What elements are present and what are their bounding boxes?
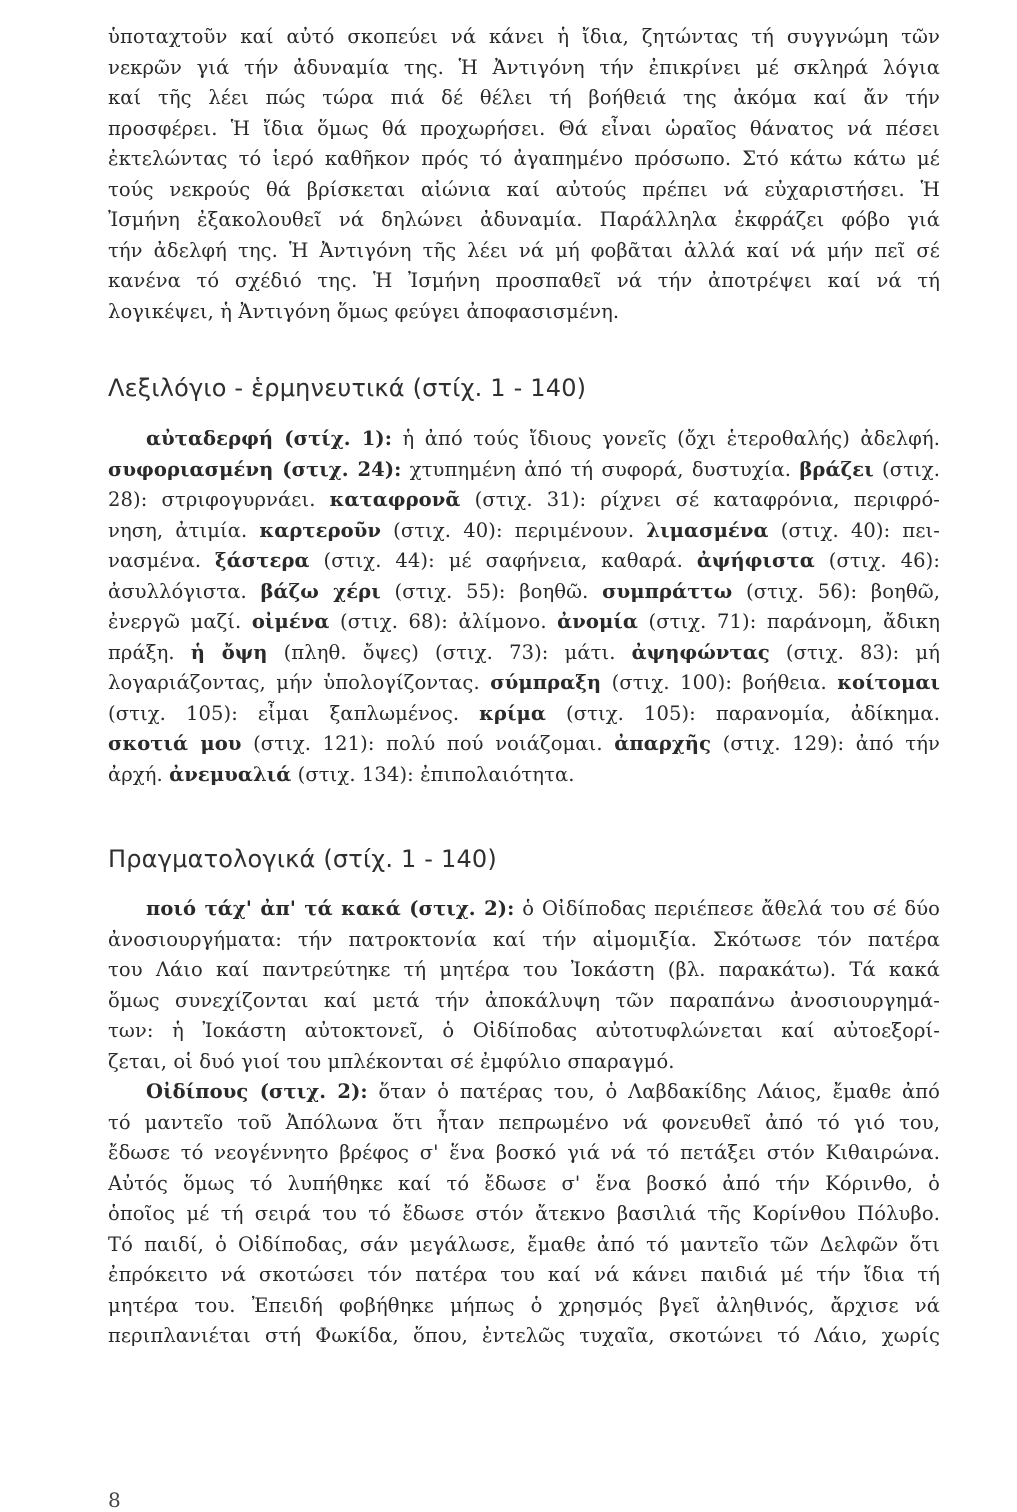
- section-heading-pragma: Πραγματολογικά (στίχ. 1 - 140): [108, 845, 497, 873]
- text-run: (στιχ. 55): βοηθῶ.: [380, 579, 603, 603]
- text-line: τήν ἀδελφή της. Ἡ Ἀντιγόνη τῆς λέει νά μή φοβᾶται ἀλλά καί νά μήν πεῖ σέ: [108, 238, 940, 262]
- glossary-term: συμπράττω: [602, 579, 733, 603]
- text-line: ὑποταχτοῦν καί αὐτό σκοπεύει νά κάνει ἡ ἴδια, ζητώντας τή συγγνώμη τῶν: [108, 25, 940, 48]
- text-line: [108, 1321, 940, 1352]
- text-run: 28): στριφογυρνάει.: [108, 488, 330, 511]
- text-line: τούς νεκρούς θά βρίσκεται αἰώνια καί αὐτούς πρέπει νά εὐχαριστήσει. Ἡ: [108, 177, 940, 201]
- text-run: λογαριάζοντας, μήν ὑπολογίζοντας.: [108, 671, 491, 694]
- glossary-term: συφοριασμένη (στιχ. 24):: [108, 457, 402, 481]
- text-line: [108, 699, 940, 730]
- text-line: [108, 424, 940, 455]
- text-line: [108, 760, 940, 791]
- text-line: [108, 577, 940, 608]
- glossary-term: σύμπραξη: [490, 671, 602, 694]
- pragma-notes: [108, 894, 940, 1352]
- text-run: ἐπρόκειτο νά σκοτώσει τόν πατέρα του καί νά κάνει παιδιά μέ τήν ἴδια τή: [108, 1263, 940, 1286]
- glossary-term: οἰμένα: [251, 610, 330, 633]
- text-run: των: ἡ Ἰοκάστη αὐτοκτονεῖ, ὁ Οἰδίποδας αὐτοτυφλώνεται καί αὐτοεξορί-: [108, 1019, 940, 1042]
- glossary-term: σκοτιά μου: [108, 732, 242, 755]
- glossary-term: ἀψηφώντας: [631, 640, 770, 664]
- text-line: [108, 1047, 940, 1078]
- glossary-term: βάζω χέρι: [260, 579, 381, 603]
- text-run: (στιχ. 40): πει-: [768, 518, 940, 542]
- text-line: Ἰσμήνη ἐξακολουθεῖ νά δηλώνει ἀδυναμία. Παράλληλα ἐκφράζει φόβο γιά: [108, 208, 940, 231]
- text-run: (στιχ. 83): μή: [769, 640, 940, 664]
- text-run: Τό παιδί, ὁ Οἰδίποδας, σάν μεγάλωσε, ἔμαθε ἀπό τό μαντεῖο τῶν Δελφῶν ὅτι: [108, 1232, 940, 1256]
- glossary-term: κοίτομαι: [837, 671, 940, 694]
- text-line: [108, 1077, 940, 1108]
- lexiko-glossary: [108, 424, 940, 790]
- text-run: ὅταν ὁ πατέρας του, ὁ Λαβδακίδης Λάιος, ἔμαθε ἀπό: [367, 1080, 940, 1103]
- text-run: ἐνεργῶ μαζί.: [108, 610, 252, 633]
- text-run: νηση, ἀτιμία.: [108, 518, 260, 542]
- text-line: [108, 925, 940, 956]
- text-run: του Λάιο καί παντρεύτηκε τή μητέρα του Ἰοκάστη (βλ. παρακάτω). Τά κακά: [108, 958, 940, 981]
- text-run: ἔδωσε τό νεογέννητο βρέφος σ' ἕνα βοσκό γιά νά τό πετάξει στόν Κιθαιρώνα.: [108, 1141, 940, 1164]
- text-line: [108, 607, 940, 638]
- text-run: (στιχ. 71): παράνομη, ἄδικη: [638, 610, 940, 633]
- text-run: ἀνοσιουργήματα: τήν πατροκτονία καί τήν αἱμομιξία. Σκότωσε τόν πατέρα: [108, 927, 940, 951]
- text-line: [108, 485, 940, 516]
- glossary-term: αὐταδερφή (στίχ. 1):: [146, 427, 393, 450]
- text-line: ἐκτελώντας τό ἱερό καθῆκον πρός τό ἀγαπημένο πρόσωπο. Στό κάτω κάτω μέ: [108, 147, 940, 170]
- text-line: νεκρῶν γιά τήν ἀδυναμία της. Ἡ Ἀντιγόνη τήν ἐπικρίνει μέ σκληρά λόγια: [108, 55, 940, 79]
- glossary-term: ποιό τάχ' ἀπ' τά κακά (στιχ. 2):: [146, 897, 515, 920]
- text-run: (στιχ. 100): βοήθεια.: [601, 671, 838, 694]
- text-run: πράξη.: [108, 640, 191, 664]
- glossary-term: ἡ ὄψη: [190, 640, 268, 664]
- text-line: [108, 1260, 940, 1291]
- text-line: [108, 1138, 940, 1169]
- glossary-term: βράζει: [799, 457, 874, 481]
- text-run: (στιχ. 40): περιμένουν.: [381, 518, 647, 542]
- glossary-term: ἀνομία: [557, 610, 638, 633]
- text-line: [108, 455, 940, 486]
- glossary-term: κρίμα: [479, 701, 546, 725]
- text-line: [108, 729, 940, 760]
- text-run: ὁ Οἰδίποδας περιέπεσε ἄθελά του σέ δύο: [514, 897, 940, 920]
- text-line: κανένα τό σχέδιό της. Ἡ Ἰσμήνη προσπαθεῖ νά τήν ἀποτρέψει καί νά τή: [108, 269, 940, 292]
- text-run: τό μαντεῖο τοῦ Ἀπόλωνα ὅτι ἦταν πεπρωμένο νά φονευθεῖ ἀπό τό γιό του,: [108, 1110, 940, 1134]
- intro-paragraph: [108, 22, 940, 327]
- text-run: Αὐτός ὅμως τό λυπήθηκε καί τό ἔδωσε σ' ἕνα βοσκό ἀπό τήν Κόρινθο, ὁ: [108, 1171, 940, 1195]
- text-line: [108, 894, 940, 925]
- text-line: [108, 1230, 940, 1261]
- text-line: [108, 668, 940, 699]
- glossary-term: καρτεροῦν: [259, 518, 381, 542]
- text-run: (στιχ. 31): ρίχνει σέ καταφρόνια, περιφρό-: [460, 488, 940, 511]
- text-line: [108, 955, 940, 986]
- text-run: ὁποῖος μέ τή σειρά του τό ἔδωσε στόν ἄτεκνο βασιλιά τῆς Κορίνθου Πόλυβο.: [108, 1202, 940, 1225]
- text-run: (στιχ.: [873, 457, 940, 481]
- text-run: ἡ ἀπό τούς ἴδιους γονεῖς (ὄχι ἑτεροθαλής) ἀδελφή.: [392, 427, 940, 450]
- text-line: [108, 1108, 940, 1139]
- text-line: [108, 1291, 940, 1322]
- text-run: (στιχ. 121): πολύ πού νοιάζομαι.: [241, 732, 615, 755]
- text-line: [108, 1169, 940, 1200]
- text-line: [108, 1199, 940, 1230]
- text-run: ἀρχή.: [108, 762, 170, 786]
- text-run: (στιχ. 46):: [814, 549, 940, 572]
- text-run: περιπλανιέται στή Φωκίδα, ὅπου, ἐντελῶς τυχαῖα, σκοτώνει τό Λάιο, χωρίς: [108, 1324, 940, 1347]
- text-run: (στιχ. 105): εἶμαι ξαπλωμένος.: [108, 701, 480, 725]
- text-run: μητέρα του. Ἐπειδή φοβήθηκε μήπως ὁ χρησμός βγεῖ ἀληθινός, ἄρχισε νά: [108, 1293, 940, 1317]
- glossary-term: ξάστερα: [215, 549, 310, 572]
- text-line: [108, 638, 940, 669]
- text-run: ζεται, οἱ δυό γιοί του μπλέκονται σέ ἐμφύλιο σπαραγμό.: [108, 1049, 675, 1073]
- glossary-term: ἀπαρχῆς: [614, 732, 712, 755]
- text-line: λογικέψει, ἡ Ἀντιγόνη ὅμως φεύγει ἀποφασισμένη.: [108, 299, 620, 323]
- text-run: (στιχ. 129): ἀπό τήν: [711, 732, 940, 755]
- text-run: (στιχ. 56): βοηθῶ,: [732, 579, 940, 603]
- text-run: (πληθ. ὄψες) (στιχ. 73): μάτι.: [267, 640, 632, 664]
- glossary-term: λιμασμένα: [646, 518, 769, 542]
- text-run: ὅμως συνεχίζονται καί μετά τήν ἀποκάλυψη τῶν παραπάνω ἀνοσιουργημά-: [108, 988, 940, 1012]
- text-run: χτυπημένη ἀπό τή συφορά, δυστυχία.: [401, 457, 800, 481]
- text-line: καί τῆς λέει πώς τώρα πιά δέ θέλει τή βοήθειά της ἀκόμα καί ἄν τήν: [108, 86, 940, 109]
- text-run: (στιχ. 68): ἀλίμονο.: [329, 610, 558, 633]
- text-line: [108, 986, 940, 1017]
- text-line: [108, 516, 940, 547]
- glossary-term: καταφρονᾶ: [329, 488, 461, 511]
- page-number: 8: [108, 1488, 121, 1512]
- text-run: (στιχ. 105): παρανομία, ἀδίκημα.: [545, 701, 940, 725]
- text-run: (στιχ. 134): ἐπιπολαιότητα.: [291, 762, 575, 786]
- text-run: (στιχ. 44): μέ σαφήνεια, καθαρά.: [309, 549, 697, 572]
- text-run: ἀσυλλόγιστα.: [108, 579, 261, 603]
- text-line: [108, 546, 940, 577]
- text-line: προσφέρει. Ἡ ἴδια ὅμως θά προχωρήσει. Θά εἶναι ὡραῖος θάνατος νά πέσει: [108, 116, 940, 140]
- glossary-term: ἀνεμυαλιά: [169, 762, 292, 786]
- glossary-term: Οἰδίπους (στιχ. 2):: [146, 1080, 368, 1103]
- section-heading-lexiko: Λεξιλόγιο - ἑρμηνευτικά (στίχ. 1 - 140): [108, 374, 587, 402]
- text-line: [108, 1016, 940, 1047]
- text-run: νασμένα.: [108, 549, 216, 572]
- glossary-term: ἀψήφιστα: [696, 549, 815, 572]
